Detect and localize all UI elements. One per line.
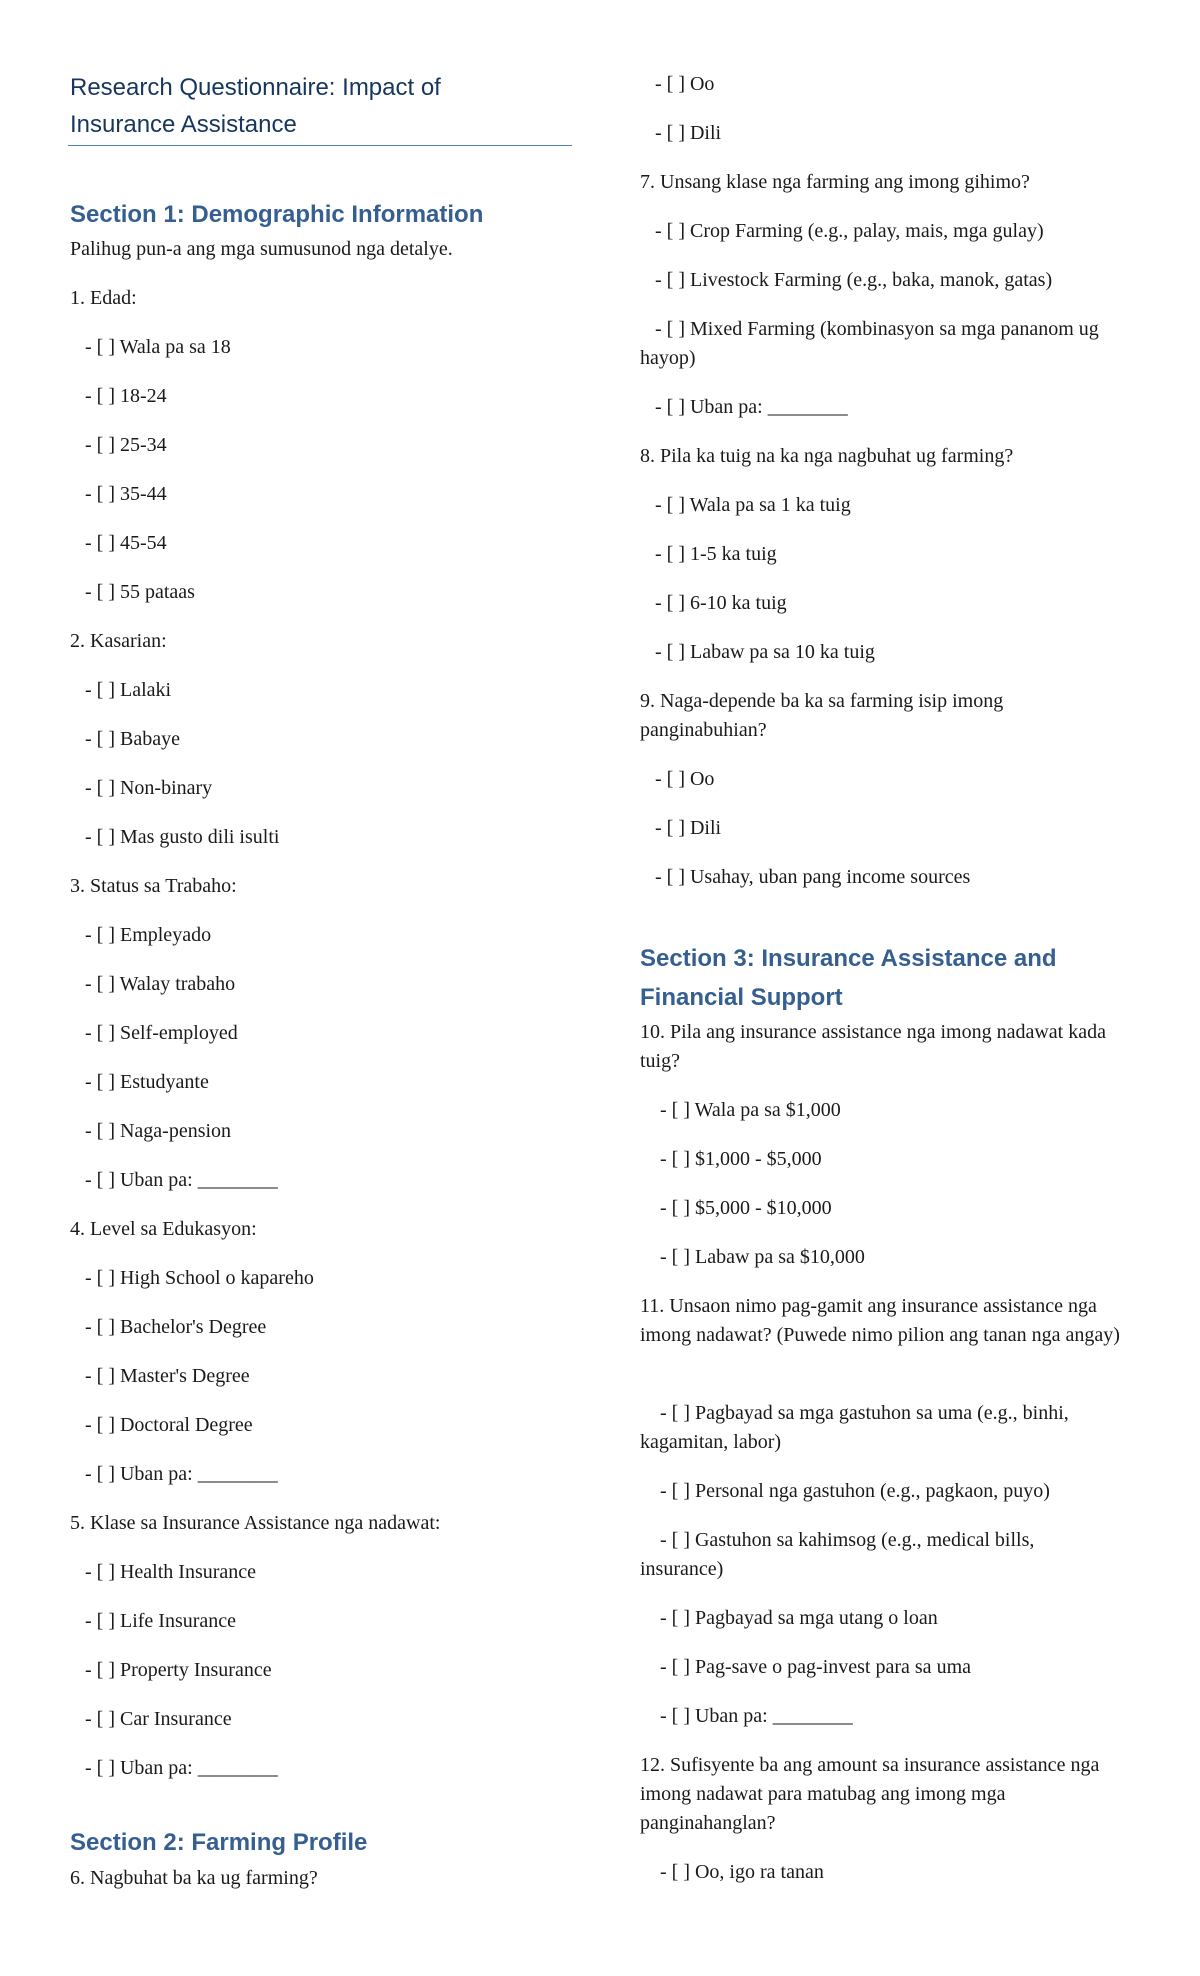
- option[interactable]: - [ ] Pagbayad sa mga utang o loan: [660, 1607, 938, 1629]
- option[interactable]: - [ ] Oo: [655, 73, 715, 95]
- option[interactable]: - [ ] Uban pa: ________: [655, 396, 848, 418]
- question-1: 1. Edad:: [70, 287, 137, 309]
- question-7: 7. Unsang klase nga farming ang imong gihimo?: [640, 171, 1030, 193]
- question-4: 4. Level sa Edukasyon:: [70, 1218, 257, 1240]
- question-8: 8. Pila ka tuig na ka nga nagbuhat ug farming?: [640, 445, 1014, 467]
- option[interactable]: - [ ] $1,000 - $5,000: [660, 1148, 822, 1170]
- option[interactable]: - [ ] Empleyado: [85, 924, 212, 946]
- option[interactable]: - [ ] Self-employed: [85, 1022, 238, 1044]
- question-2: 2. Kasarian:: [70, 630, 167, 652]
- option[interactable]: - [ ] Non-binary: [85, 777, 213, 799]
- question-6: 6. Nagbuhat ba ka ug farming?: [70, 1867, 318, 1889]
- option[interactable]: - [ ] Walay trabaho: [85, 973, 236, 995]
- option[interactable]: - [ ] Health Insurance: [85, 1561, 257, 1583]
- option[interactable]: - [ ] Car Insurance: [85, 1708, 232, 1730]
- option[interactable]: - [ ] Usahay, uban pang income sources: [655, 866, 971, 888]
- option[interactable]: - [ ] Uban pa: ________: [85, 1169, 278, 1191]
- option[interactable]: - [ ] Bachelor's Degree: [85, 1316, 267, 1338]
- option[interactable]: - [ ] Labaw pa sa $10,000: [660, 1246, 865, 1268]
- option[interactable]: - [ ] Babaye: [85, 728, 180, 750]
- option[interactable]: - [ ] Personal nga gastuhon (e.g., pagkaon, puyo): [660, 1480, 1050, 1502]
- option[interactable]: - [ ] High School o kapareho: [85, 1267, 314, 1289]
- option[interactable]: - [ ] 6-10 ka tuig: [655, 592, 787, 614]
- option[interactable]: - [ ] 1-5 ka tuig: [655, 543, 777, 565]
- option[interactable]: - [ ] Livestock Farming (e.g., baka, manok, gatas): [655, 269, 1053, 291]
- question-9: 9. Naga-depende ba ka sa farming isip imong panginabuhian?: [640, 690, 1004, 741]
- option[interactable]: - [ ] Lalaki: [85, 679, 172, 701]
- option[interactable]: - [ ] Labaw pa sa 10 ka tuig: [655, 641, 875, 663]
- option[interactable]: - [ ] Uban pa: ________: [85, 1463, 278, 1485]
- option[interactable]: - [ ] Oo, igo ra tanan: [660, 1861, 824, 1883]
- question-10: 10. Pila ang insurance assistance nga imong nadawat kada tuig?: [640, 1021, 1106, 1072]
- option[interactable]: - [ ] 55 pataas: [85, 581, 195, 603]
- option[interactable]: - [ ] 35-44: [85, 483, 167, 505]
- section-1-intro: Palihug pun-a ang mga sumusunod nga detalye.: [70, 238, 453, 260]
- option[interactable]: - [ ] Gastuhon sa kahimsog (e.g., medical bills, insurance): [640, 1529, 1035, 1580]
- option[interactable]: - [ ] Property Insurance: [85, 1659, 272, 1681]
- question-5: 5. Klase sa Insurance Assistance nga nadawat:: [70, 1512, 441, 1534]
- option[interactable]: - [ ] Dili: [655, 122, 722, 144]
- option[interactable]: - [ ] Wala pa sa $1,000: [660, 1099, 841, 1121]
- option[interactable]: - [ ] Life Insurance: [85, 1610, 237, 1632]
- section-3-heading: Section 3: Insurance Assistance and Financial Support: [640, 945, 1057, 1011]
- option[interactable]: - [ ] Naga-pension: [85, 1120, 232, 1142]
- option[interactable]: - [ ] 25-34: [85, 434, 167, 456]
- option[interactable]: - [ ] Wala pa sa 1 ka tuig: [655, 494, 851, 516]
- option[interactable]: - [ ] Wala pa sa 18: [85, 336, 231, 358]
- option[interactable]: - [ ] Estudyante: [85, 1071, 209, 1093]
- option[interactable]: - [ ] Master's Degree: [85, 1365, 250, 1387]
- option[interactable]: - [ ] $5,000 - $10,000: [660, 1197, 832, 1219]
- option[interactable]: - [ ] Mas gusto dili isulti: [85, 826, 280, 848]
- document-title: Research Questionnaire: Impact of Insurance Assistance: [70, 74, 441, 138]
- option[interactable]: - [ ] Doctoral Degree: [85, 1414, 253, 1436]
- option[interactable]: - [ ] Mixed Farming (kombinasyon sa mga pananom ug hayop): [640, 318, 1099, 369]
- question-3: 3. Status sa Trabaho:: [70, 875, 237, 897]
- option[interactable]: - [ ] Dili: [655, 817, 722, 839]
- option[interactable]: - [ ] Pag-save o pag-invest para sa uma: [660, 1656, 971, 1678]
- option[interactable]: - [ ] Crop Farming (e.g., palay, mais, mga gulay): [655, 220, 1044, 242]
- title-underline: [68, 145, 572, 146]
- option[interactable]: - [ ] Oo: [655, 768, 715, 790]
- option[interactable]: - [ ] Pagbayad sa mga gastuhon sa uma (e.g., binhi, kagamitan, labor): [640, 1402, 1069, 1453]
- option[interactable]: - [ ] Uban pa: ________: [85, 1757, 278, 1779]
- section-2-heading: Section 2: Farming Profile: [70, 1829, 368, 1856]
- section-1-heading: Section 1: Demographic Information: [70, 201, 484, 228]
- option[interactable]: - [ ] 45-54: [85, 532, 167, 554]
- question-12: 12. Sufisyente ba ang amount sa insurance assistance nga imong nadawat para matubag ang imong mga panginahanglan?: [640, 1754, 1100, 1834]
- question-11: 11. Unsaon nimo pag-gamit ang insurance assistance nga imong nadawat? (Puwede nimo pilion ang tanan nga angay): [640, 1295, 1120, 1346]
- option[interactable]: - [ ] Uban pa: ________: [660, 1705, 853, 1727]
- option[interactable]: - [ ] 18-24: [85, 385, 167, 407]
